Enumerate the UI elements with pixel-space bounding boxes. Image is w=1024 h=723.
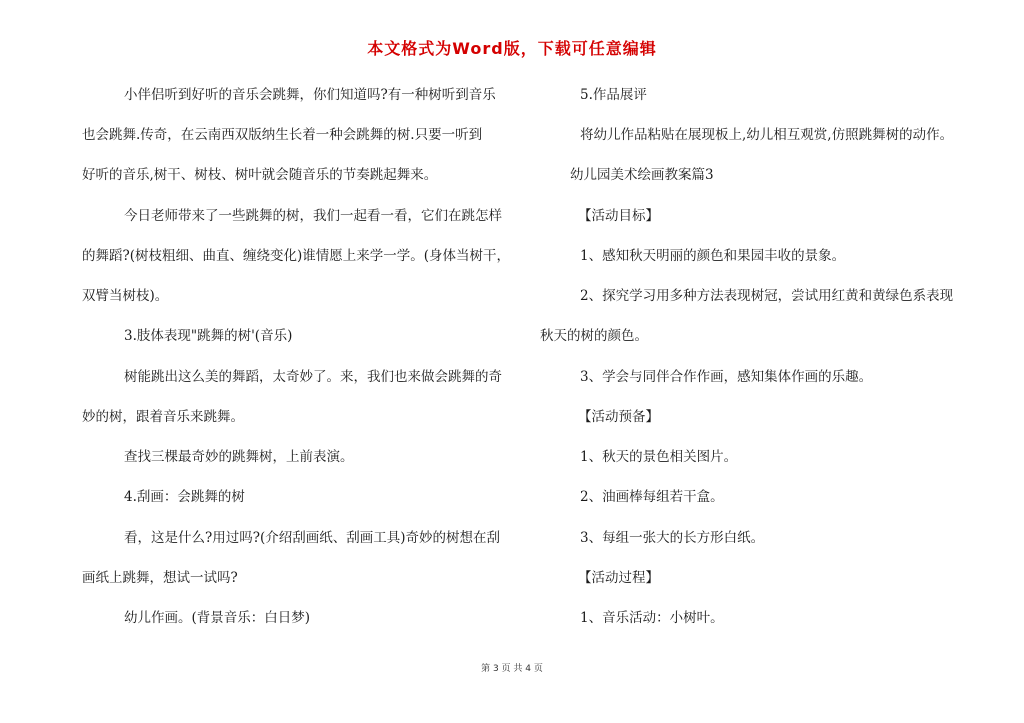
section-heading: 【活动预备】 (578, 409, 659, 425)
text-line: 1、感知秋天明丽的颜色和果园丰收的景象。 (580, 248, 846, 264)
section-title: 幼儿园美术绘画教案篇3 (570, 167, 714, 183)
text-line: 画纸上跳舞，想试一试吗? (82, 570, 238, 586)
text-line: 5.作品展评 (580, 87, 647, 103)
text-line: 好听的音乐,树干、树枝、树叶就会随音乐的节奏跳起舞来。 (82, 167, 438, 183)
text-line: 4.刮画：会跳舞的树 (124, 489, 245, 505)
text-line: 树能跳出这么美的舞蹈，太奇妙了。来，我们也来做会跳舞的奇 (124, 369, 502, 385)
text-line: 幼儿作画。(背景音乐：白日梦) (124, 610, 311, 626)
section-heading: 【活动过程】 (578, 570, 659, 586)
text-line: 查找三棵最奇妙的跳舞树，上前表演。 (124, 449, 354, 465)
header-banner: 本文格式为Word版，下载可任意编辑 (367, 39, 657, 58)
text-line: 的舞蹈?(树枝粗细、曲直、缠绕变化)谁情愿上来学一学。(身体当树干， (82, 248, 511, 264)
text-line: 2、油画棒每组若干盒。 (580, 489, 724, 505)
section-heading: 【活动目标】 (578, 208, 659, 224)
page-number: 第 3 页 共 4 页 (481, 664, 543, 674)
text-line: 看，这是什么?用过吗?(介绍刮画纸、刮画工具)奇妙的树想在刮 (124, 530, 501, 546)
text-line: 双臂当树枝)。 (82, 288, 169, 304)
text-line: 1、秋天的景色相关图片。 (580, 449, 738, 465)
text-line: 今日老师带来了一些跳舞的树，我们一起看一看，它们在跳怎样 (124, 208, 502, 224)
text-line: 3.肢体表现"跳舞的树'(音乐) (124, 328, 293, 344)
text-line: 秋天的树的颜色。 (540, 328, 648, 344)
text-line: 2、探究学习用多种方法表现树冠，尝试用红黄和黄绿色系表现 (580, 288, 954, 304)
text-line: 3、每组一张大的长方形白纸。 (580, 530, 765, 546)
text-line: 小伴侣听到好听的音乐会跳舞，你们知道吗?有一种树听到音乐 (124, 87, 496, 103)
text-line: 3、学会与同伴合作作画，感知集体作画的乐趣。 (580, 369, 873, 385)
text-line: 将幼儿作品粘贴在展现板上,幼儿相互观赏,仿照跳舞树的动作。 (580, 127, 954, 143)
text-line: 1、音乐活动：小树叶。 (580, 610, 724, 626)
text-line: 妙的树，跟着音乐来跳舞。 (82, 409, 244, 425)
text-line: 也会跳舞.传奇，在云南西双版纳生长着一种会跳舞的树.只要一听到 (82, 127, 483, 143)
